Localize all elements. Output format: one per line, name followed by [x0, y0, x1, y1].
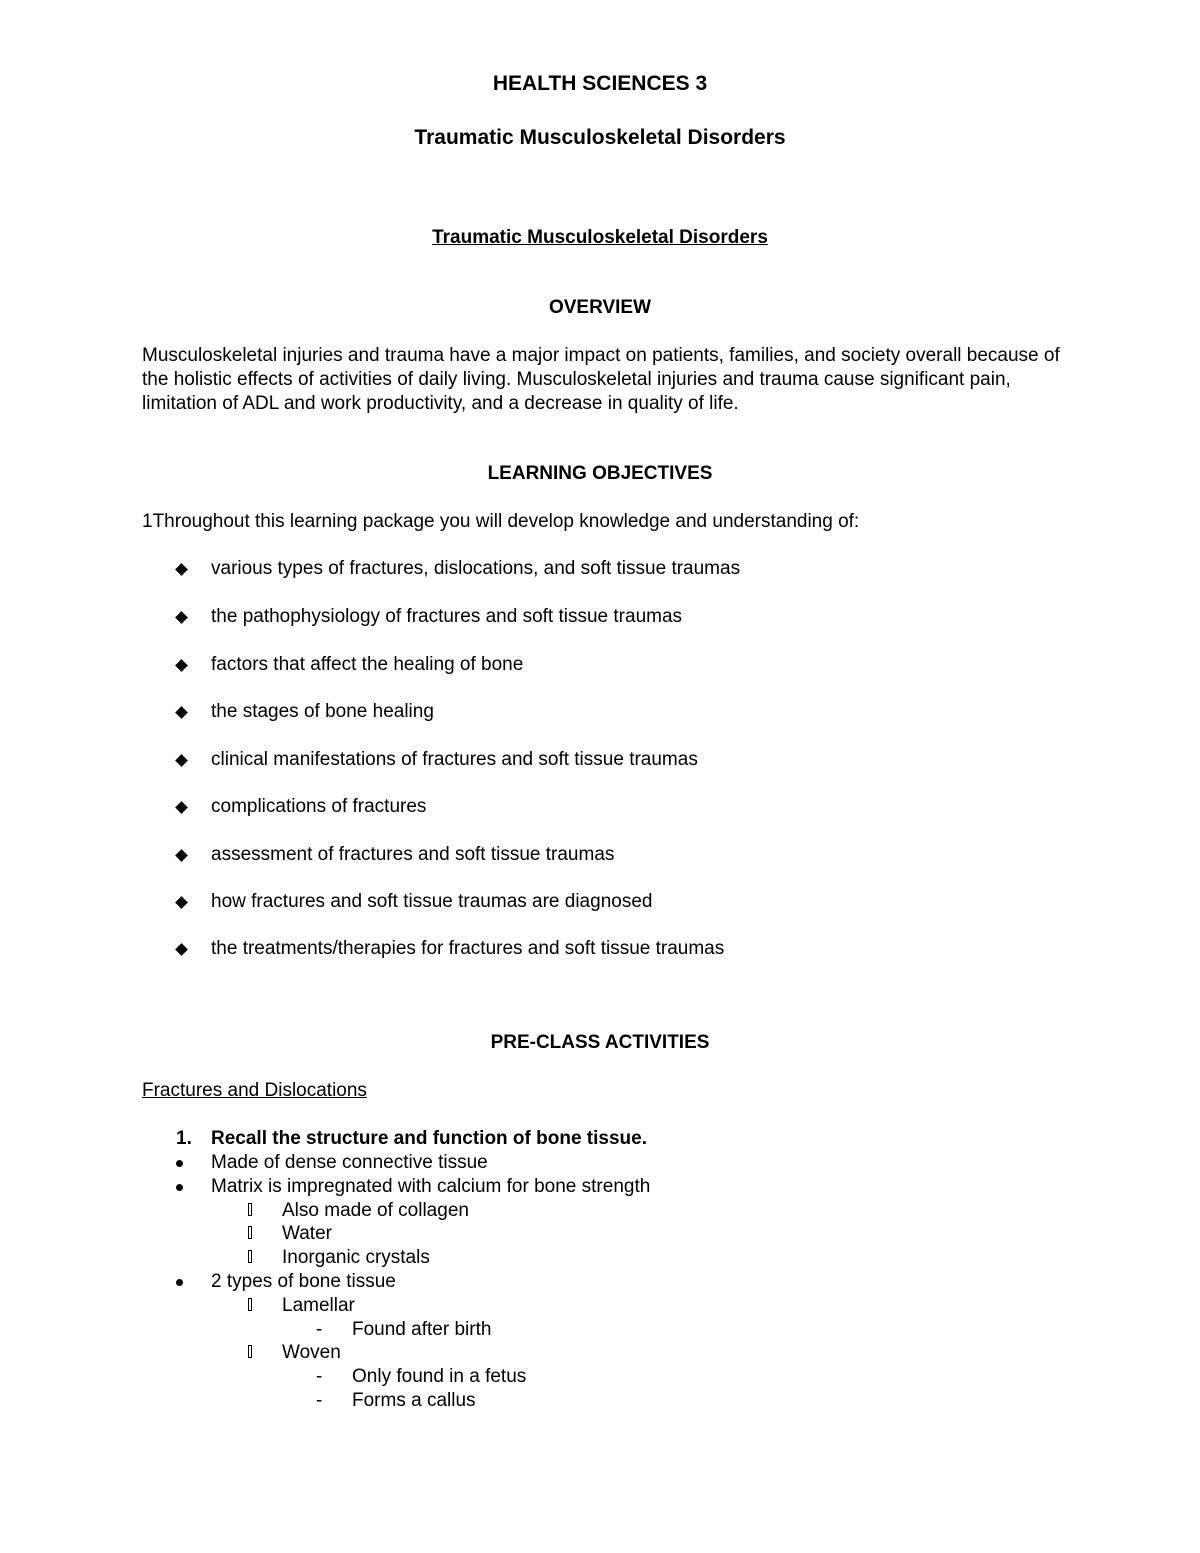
box-bullet-icon [248, 1226, 252, 1239]
dash-bullet: - [316, 1366, 323, 1387]
section-title-underlined: Traumatic Musculoskeletal Disorders [432, 227, 768, 248]
box-bullet-icon [248, 1250, 252, 1263]
list-item-text: Lamellar [282, 1295, 355, 1316]
list-item [0, 1151, 1200, 1175]
diamond-bullet-icon [175, 611, 188, 624]
list-item [0, 1222, 1200, 1246]
box-bullet-icon [248, 1203, 252, 1216]
list-item-text: how fractures and soft tissue traumas are diagnosed [211, 891, 653, 912]
list-item-text: the pathophysiology of fractures and soft tissue traumas [211, 606, 683, 627]
bullet-dot-icon [176, 1184, 183, 1191]
bullet-dot-icon [176, 1160, 183, 1167]
diamond-bullet-icon [175, 849, 188, 862]
question-number: 1. [176, 1128, 192, 1149]
list-item-text: Also made of collagen [282, 1200, 469, 1221]
list-item-text: the stages of bone healing [211, 701, 434, 722]
diamond-bullet-icon [175, 754, 188, 767]
list-item-text: Only found in a fetus [352, 1366, 527, 1387]
document-title: Traumatic Musculoskeletal Disorders [414, 126, 786, 149]
diamond-bullet-icon [175, 659, 188, 672]
list-item-text: assessment of fractures and soft tissue traumas [211, 844, 615, 865]
diamond-bullet-icon [175, 706, 188, 719]
overview-paragraph: Musculoskeletal injuries and trauma have a major impact on patients, families, and society overall because of the holistic effects of activities of daily living. Musculoskeletal injuries and trauma cause significant pain, limitation of ADL and work productivity, and a decrease in quality of life. [142, 345, 1060, 414]
list-item [0, 1341, 1200, 1365]
question-row [0, 1127, 1200, 1151]
list-item-text: 2 types of bone tissue [211, 1271, 396, 1292]
list-item-text: Made of dense connective tissue [211, 1152, 488, 1173]
list-item-text: Found after birth [352, 1319, 492, 1340]
diamond-bullet-icon [175, 563, 188, 576]
list-item [0, 1270, 1200, 1294]
list-item-text: Water [282, 1223, 332, 1244]
list-item [0, 1318, 1200, 1342]
list-item-text: various types of fractures, dislocations, and soft tissue traumas [211, 558, 741, 579]
question-text: Recall the structure and function of bone tissue. [211, 1128, 647, 1149]
list-item [0, 1365, 1200, 1389]
list-item [0, 1246, 1200, 1270]
box-bullet-icon [248, 1345, 252, 1358]
diamond-bullet-icon [175, 896, 188, 909]
preclass-heading: PRE-CLASS ACTIVITIES [490, 1032, 710, 1053]
dash-bullet: - [316, 1319, 323, 1340]
box-bullet-icon [248, 1298, 252, 1311]
list-item-text: the treatments/therapies for fractures and soft tissue traumas [211, 938, 725, 959]
course-title: HEALTH SCIENCES 3 [492, 72, 708, 95]
list-item-text: Inorganic crystals [282, 1247, 430, 1268]
list-item [0, 1199, 1200, 1223]
overview-heading: OVERVIEW [548, 297, 652, 318]
diamond-bullet-icon [175, 943, 188, 956]
list-item-text: Matrix is impregnated with calcium for bone strength [211, 1176, 651, 1197]
list-item-text: clinical manifestations of fractures and soft tissue traumas [211, 749, 698, 770]
objectives-heading: LEARNING OBJECTIVES [487, 463, 713, 484]
dash-bullet: - [316, 1390, 323, 1411]
list-item-text: complications of fractures [211, 796, 427, 817]
objectives-intro: 1Throughout this learning package you will develop knowledge and understanding of: [142, 511, 860, 532]
list-item-text: Woven [282, 1342, 341, 1363]
list-item-text: factors that affect the healing of bone [211, 654, 524, 675]
list-item [0, 1294, 1200, 1318]
list-item [0, 1175, 1200, 1199]
list-item [0, 1389, 1200, 1413]
diamond-bullet-icon [175, 801, 188, 814]
bullet-dot-icon [176, 1279, 183, 1286]
preclass-subheading: Fractures and Dislocations [142, 1080, 367, 1101]
list-item-text: Forms a callus [352, 1390, 476, 1411]
